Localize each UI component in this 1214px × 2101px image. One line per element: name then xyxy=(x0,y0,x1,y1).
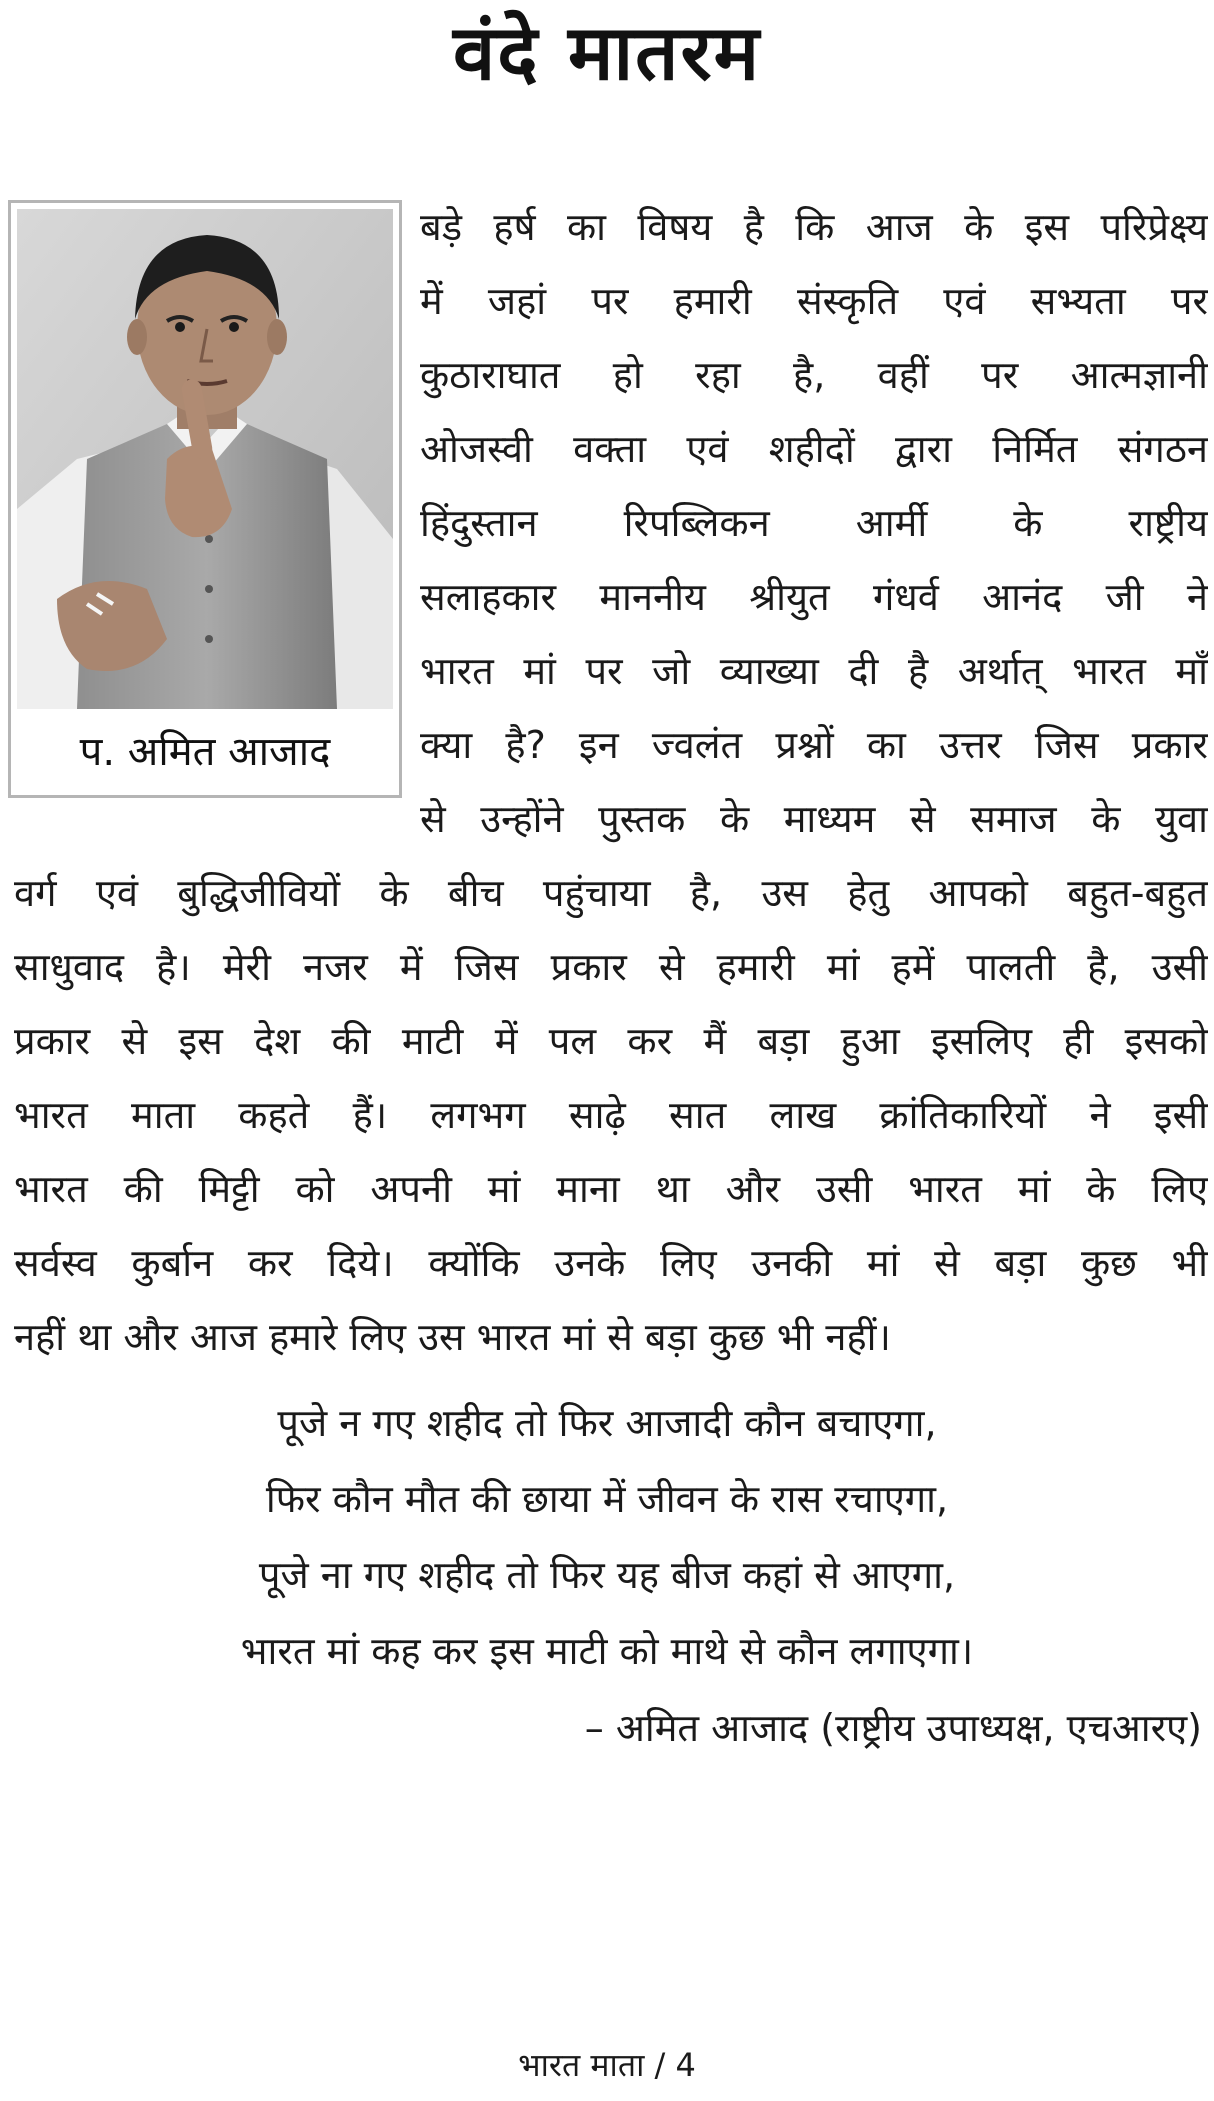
paragraph-line: भारत की मिट्टी को अपनी मां माना था और उसी भारत मां के लिए xyxy=(14,1167,1208,1211)
page-footer: भारत माता / 4 xyxy=(518,2046,696,2084)
portrait-frame xyxy=(8,200,402,798)
paragraph-line: कुठाराघात हो रहा है, वहीं पर आत्मज्ञानी xyxy=(420,353,1208,397)
poem-attribution: – अमित आजाद (राष्ट्रीय उपाध्यक्ष, एचआरए) xyxy=(584,1706,1202,1750)
page-title: वंदे मातरम xyxy=(452,8,762,97)
paragraph-line: सलाहकार माननीय श्रीयुत गंधर्व आनंद जी ने xyxy=(420,575,1208,619)
poem-line: पूजे ना गए शहीद तो फिर यह बीज कहां से आएगा, xyxy=(258,1553,956,1597)
paragraph-line: क्या है? इन ज्वलंत प्रश्नों का उत्तर जिस प्रकार xyxy=(420,723,1208,767)
paragraph-line: बड़े हर्ष का विषय है कि आज के इस परिप्रेक्ष्य xyxy=(420,205,1208,249)
paragraph-line: भारत मां पर जो व्याख्या दी है अर्थात् भारत माँ xyxy=(420,649,1208,693)
paragraph-line: हिंदुस्तान रिपब्लिकन आर्मी के राष्ट्रीय xyxy=(420,501,1208,545)
poem-line: फिर कौन मौत की छाया में जीवन के रास रचाएगा, xyxy=(265,1477,949,1521)
poem-line: पूजे न गए शहीद तो फिर आजादी कौन बचाएगा, xyxy=(277,1401,937,1445)
paragraph-line: साधुवाद है। मेरी नजर में जिस प्रकार से हमारी मां हमें पालती है, उसी xyxy=(14,945,1208,989)
poem-line: भारत मां कह कर इस माटी को माथे से कौन लगाएगा। xyxy=(240,1629,974,1673)
paragraph-line: नहीं था और आज हमारे लिए उस भारत मां से बड़ा कुछ भी नहीं। xyxy=(14,1315,891,1359)
paragraph-line: भारत माता कहते हैं। लगभग साढ़े सात लाख क्रांतिकारियों ने इसी xyxy=(14,1093,1208,1137)
paragraph-line: ओजस्वी वक्ता एवं शहीदों द्वारा निर्मित संगठन xyxy=(420,427,1208,471)
portrait-photo xyxy=(17,209,393,709)
paragraph-line: से उन्होंने पुस्तक के माध्यम से समाज के युवा xyxy=(420,797,1208,841)
paragraph-line: में जहां पर हमारी संस्कृति एवं सभ्यता पर xyxy=(420,279,1208,323)
portrait-caption: प. अमित आजाद xyxy=(79,729,331,775)
paragraph-line: प्रकार से इस देश की माटी में पल कर मैं बड़ा हुआ इसलिए ही इसको xyxy=(14,1019,1208,1063)
paragraph-line: सर्वस्व कुर्बान कर दिये। क्योंकि उनके लिए उनकी मां से बड़ा कुछ भी xyxy=(14,1241,1208,1285)
paragraph-line: वर्ग एवं बुद्धिजीवियों के बीच पहुंचाया है, उस हेतु आपको बहुत-बहुत xyxy=(14,871,1208,915)
poem xyxy=(0,1385,1214,1689)
